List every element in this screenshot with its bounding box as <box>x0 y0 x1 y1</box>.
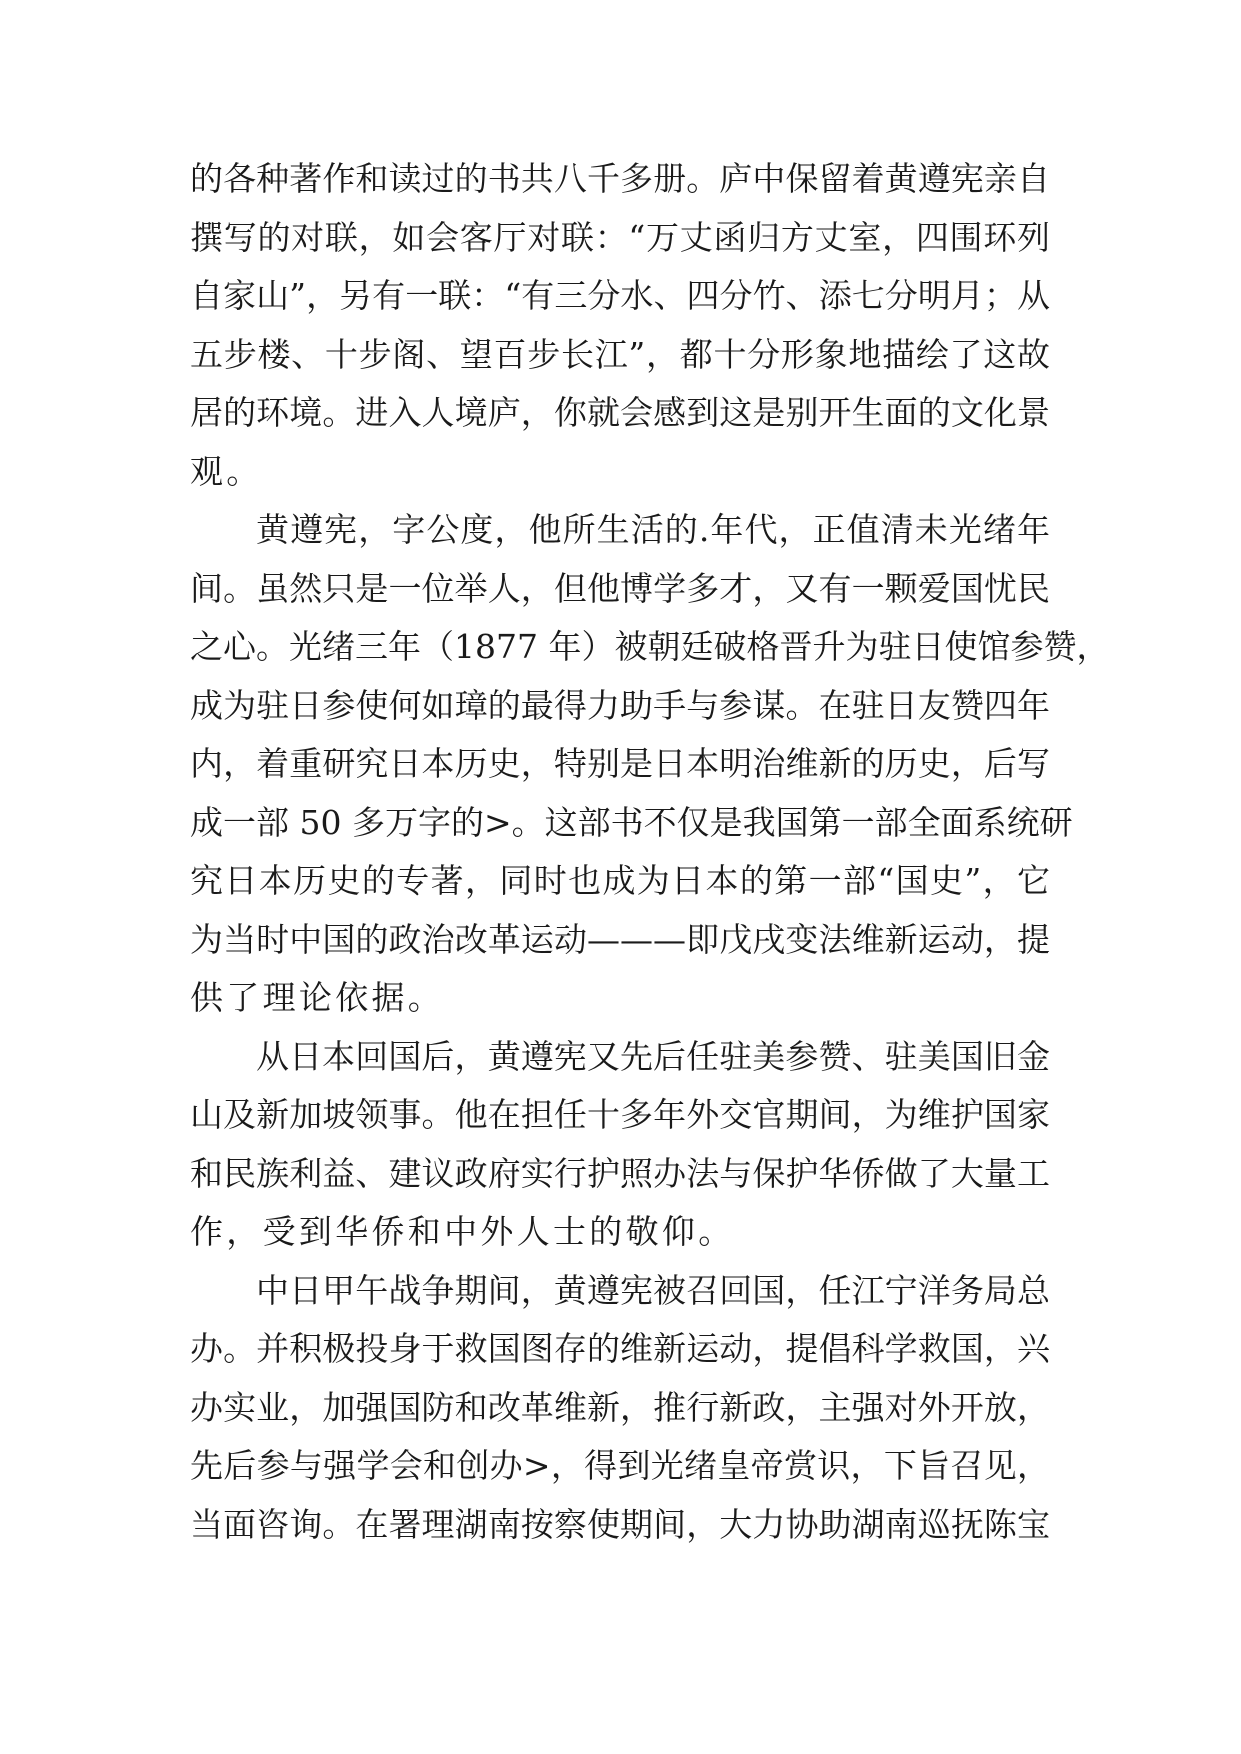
text-line: 内，着重研究日本历史，特别是日本明治维新的历史，后写 <box>190 744 1050 783</box>
text-line: 办实业，加强国防和改革维新，推行新政，主强对外开放， <box>190 1387 1050 1427</box>
body-text <box>190 150 1110 1554</box>
text-line: 供了理论依据。 <box>190 978 445 1017</box>
text-line: 先后参与强学会和创办>，得到光绪皇帝赏识，下旨召见， <box>190 1446 1050 1485</box>
text-line: 当面咨询。在署理湖南按察使期间，大力协助湖南巡抚陈宝 <box>190 1504 1050 1544</box>
text-line: 之心。光绪三年（1877 年）被朝廷破格晋升为驻日使馆参赞， <box>190 627 1110 666</box>
text-line: 和民族利益、建议政府实行护照办法与保护华侨做了大量工 <box>190 1153 1050 1193</box>
text-line: 从日本回国后，黄遵宪又先后任驻美参赞、驻美国旧金 <box>256 1036 1050 1076</box>
text-line: 作，受到华侨和中外人士的敬仰。 <box>190 1212 735 1251</box>
text-line: 观。 <box>190 451 263 491</box>
text-line: 居的环境。进入人境庐，你就会感到这是别开生面的文化景 <box>190 393 1050 432</box>
text-line: 为当时中国的政治改革运动———即戊戌变法维新运动，提 <box>190 919 1050 959</box>
text-line: 间。虽然只是一位举人，但他博学多才，又有一颗爱国忧民 <box>190 568 1050 608</box>
text-line: 中日甲午战争期间，黄遵宪被召回国，任江宁洋务局总 <box>256 1270 1050 1310</box>
text-line: 成一部 50 多万字的>。这部书不仅是我国第一部全面系统研 <box>190 802 1073 842</box>
text-line: 的各种著作和读过的书共八千多册。庐中保留着黄遵宪亲自 <box>190 159 1050 198</box>
text-line: 成为驻日参使何如璋的最得力助手与参谋。在驻日友赞四年 <box>190 685 1050 725</box>
text-line: 黄遵宪，字公度，他所生活的.年代，正值清未光绪年 <box>256 510 1050 549</box>
text-line: 究日本历史的专著，同时也成为日本的第一部“国史”，它 <box>190 861 1050 900</box>
text-line: 办。并积极投身于救国图存的维新运动，提倡科学救国，兴 <box>190 1329 1050 1368</box>
text-line: 山及新加坡领事。他在担任十多年外交官期间，为维护国家 <box>190 1095 1050 1134</box>
text-line: 自家山”，另有一联：“有三分水、四分竹、添七分明月；从 <box>190 276 1050 315</box>
text-line: 五步楼、十步阁、望百步长江”，都十分形象地描绘了这故 <box>190 334 1050 374</box>
text-line: 撰写的对联，如会客厅对联：“万丈函归方丈室，四围环列 <box>190 217 1050 257</box>
